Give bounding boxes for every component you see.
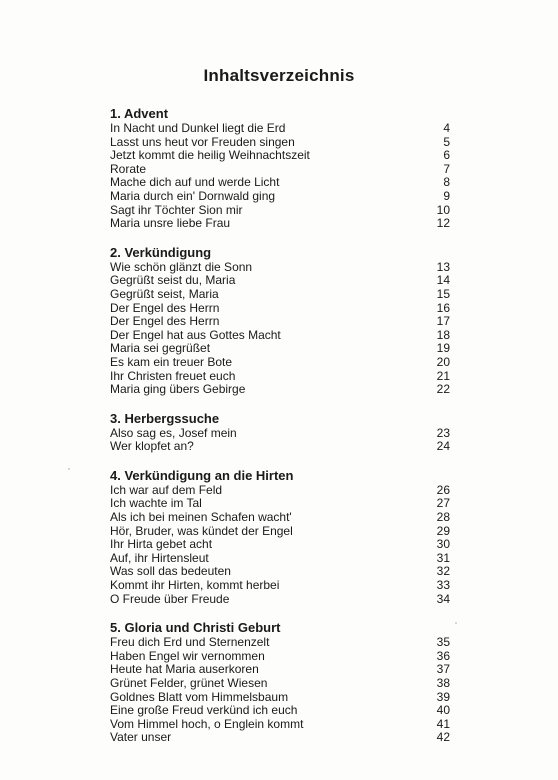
toc-entry bbox=[110, 217, 450, 231]
entry-title: O Freude über Freude bbox=[110, 591, 230, 606]
section-heading: 3. Herbergssuche bbox=[110, 410, 220, 426]
toc-entry bbox=[110, 302, 450, 316]
entry-title: Der Engel des Herrn bbox=[110, 300, 220, 315]
entry-title: Auf, ihr Hirtensleut bbox=[110, 550, 209, 565]
entry-page-number: 42 bbox=[436, 730, 450, 745]
toc-entry bbox=[110, 663, 450, 677]
entry-page-number: 18 bbox=[436, 327, 450, 342]
table-of-contents bbox=[110, 106, 450, 759]
entry-page-number: 9 bbox=[443, 188, 450, 203]
section-heading: 4. Verkündigung an die Hirten bbox=[110, 467, 294, 483]
toc-entry bbox=[110, 552, 450, 566]
toc-entry bbox=[110, 274, 450, 288]
entry-page-number: 24 bbox=[436, 439, 450, 454]
entry-page-number: 40 bbox=[436, 703, 450, 718]
entry-page-number: 13 bbox=[436, 259, 450, 274]
scan-speck bbox=[68, 468, 70, 470]
entry-page-number: 16 bbox=[436, 300, 450, 315]
entry-page-number: 19 bbox=[436, 341, 450, 356]
toc-entry bbox=[110, 497, 450, 511]
entry-title: Wer klopfet an? bbox=[110, 439, 194, 454]
entry-title: Wie schön glänzt die Sonn bbox=[110, 259, 253, 274]
toc-entry bbox=[110, 731, 450, 745]
toc-entry bbox=[110, 315, 450, 329]
entry-title: Grünet Felder, grünet Wiesen bbox=[110, 676, 268, 690]
entry-title: Maria sei gegrüßet bbox=[110, 341, 211, 356]
entry-title: Mache dich auf und werde Licht bbox=[110, 175, 280, 190]
page-title: Inhaltsverzeichnis bbox=[203, 66, 355, 85]
entry-title: Haben Engel wir vernommen bbox=[110, 648, 265, 663]
entry-title: Rorate bbox=[110, 161, 147, 176]
toc-section bbox=[110, 620, 450, 745]
toc-entry bbox=[110, 650, 450, 664]
entry-page-number: 15 bbox=[436, 286, 450, 301]
entry-title: Hör, Bruder, was kündet der Engel bbox=[110, 523, 293, 538]
toc-entry bbox=[110, 204, 450, 218]
entry-page-number: 12 bbox=[436, 216, 450, 231]
entry-title: Eine große Freud verkünd ich euch bbox=[110, 703, 298, 718]
toc-entry bbox=[110, 538, 450, 552]
toc-section bbox=[110, 245, 450, 397]
entry-page-number: 37 bbox=[436, 662, 450, 677]
toc-section bbox=[110, 106, 450, 231]
toc-entry bbox=[110, 356, 450, 370]
entry-title: Sagt ihr Töchter Sion mir bbox=[110, 202, 243, 217]
entry-page-number: 33 bbox=[436, 578, 450, 593]
entry-page-number: 10 bbox=[436, 202, 450, 217]
entry-page-number: 38 bbox=[436, 676, 450, 690]
entry-page-number: 34 bbox=[436, 591, 450, 606]
toc-entry bbox=[110, 288, 450, 302]
section-heading: 2. Verkündigung bbox=[110, 244, 212, 260]
toc-entry bbox=[110, 677, 450, 691]
toc-entry bbox=[110, 636, 450, 650]
toc-entry bbox=[110, 176, 450, 190]
entry-title: Jetzt kommt die heilig Weihnachtszeit bbox=[110, 148, 310, 163]
toc-entry bbox=[110, 370, 450, 384]
entry-page-number: 5 bbox=[443, 134, 450, 149]
entry-title: Goldnes Blatt vom Himmelsbaum bbox=[110, 689, 289, 704]
toc-entry bbox=[110, 579, 450, 593]
toc-entry bbox=[110, 163, 450, 177]
entry-page-number: 23 bbox=[436, 425, 450, 440]
entry-title: Lasst uns heut vor Freuden singen bbox=[110, 134, 295, 149]
scan-speck bbox=[455, 622, 457, 624]
toc-entry bbox=[110, 718, 450, 732]
toc-entry bbox=[110, 329, 450, 343]
entry-page-number: 35 bbox=[436, 635, 450, 650]
entry-title: Ihr Christen freuet euch bbox=[110, 368, 236, 383]
entry-page-number: 28 bbox=[436, 510, 450, 525]
entry-title: Ihr Hirta gebet acht bbox=[110, 537, 213, 552]
entry-page-number: 36 bbox=[436, 648, 450, 663]
entry-title: Maria unsre liebe Frau bbox=[110, 216, 231, 231]
entry-page-number: 17 bbox=[436, 314, 450, 329]
entry-title: Vom Himmel hoch, o Englein kommt bbox=[110, 716, 304, 731]
entry-title: Maria ging übers Gebirge bbox=[110, 382, 246, 397]
entry-page-number: 41 bbox=[436, 716, 450, 731]
entry-title: In Nacht und Dunkel liegt die Erd bbox=[110, 121, 286, 135]
entry-title: Der Engel hat aus Gottes Macht bbox=[110, 327, 281, 342]
entry-title: Gegrüßt seist, Maria bbox=[110, 286, 219, 301]
entry-page-number: 30 bbox=[436, 537, 450, 552]
toc-entry bbox=[110, 704, 450, 718]
entry-page-number: 14 bbox=[436, 273, 450, 288]
entry-page-number: 4 bbox=[443, 121, 450, 135]
toc-entry bbox=[110, 149, 450, 163]
entry-title: Freu dich Erd und Sternenzelt bbox=[110, 635, 270, 650]
section-heading: 5. Gloria und Christi Geburt bbox=[110, 620, 281, 636]
entry-title: Heute hat Maria auserkoren bbox=[110, 662, 259, 677]
toc-entry bbox=[110, 136, 450, 150]
toc-entry bbox=[110, 122, 450, 136]
toc-section bbox=[110, 468, 450, 606]
toc-entry bbox=[110, 525, 450, 539]
entry-page-number: 29 bbox=[436, 523, 450, 538]
toc-entry bbox=[110, 342, 450, 356]
entry-title: Vater unser bbox=[110, 730, 172, 745]
toc-entry bbox=[110, 511, 450, 525]
entry-title: Der Engel des Herrn bbox=[110, 314, 220, 329]
toc-entry bbox=[110, 190, 450, 204]
toc-entry bbox=[110, 383, 450, 397]
entry-page-number: 6 bbox=[443, 148, 450, 163]
entry-page-number: 32 bbox=[436, 564, 450, 579]
entry-title: Es kam ein treuer Bote bbox=[110, 354, 233, 369]
entry-page-number: 27 bbox=[436, 496, 450, 511]
entry-page-number: 31 bbox=[436, 550, 450, 565]
entry-page-number: 8 bbox=[443, 175, 450, 190]
toc-section bbox=[110, 411, 450, 454]
entry-page-number: 26 bbox=[436, 482, 450, 497]
entry-title: Ich war auf dem Feld bbox=[110, 482, 223, 497]
toc-entry bbox=[110, 440, 450, 454]
entry-page-number: 39 bbox=[436, 689, 450, 704]
toc-entry bbox=[110, 427, 450, 441]
entry-title: Als ich bei meinen Schafen wacht' bbox=[110, 510, 292, 525]
entry-title: Gegrüßt seist du, Maria bbox=[110, 273, 236, 288]
section-heading: 1. Advent bbox=[110, 106, 169, 121]
toc-entry bbox=[110, 261, 450, 275]
entry-page-number: 22 bbox=[436, 382, 450, 397]
entry-title: Ich wachte im Tal bbox=[110, 496, 202, 511]
entry-title: Was soll das bedeuten bbox=[110, 564, 231, 579]
entry-page-number: 20 bbox=[436, 354, 450, 369]
toc-entry bbox=[110, 691, 450, 705]
entry-page-number: 7 bbox=[443, 161, 450, 176]
entry-page-number: 21 bbox=[436, 368, 450, 383]
entry-title: Maria durch ein' Dornwald ging bbox=[110, 188, 276, 203]
toc-entry bbox=[110, 484, 450, 498]
entry-title: Also sag es, Josef mein bbox=[110, 425, 237, 440]
toc-entry bbox=[110, 565, 450, 579]
toc-entry bbox=[110, 593, 450, 607]
entry-title: Kommt ihr Hirten, kommt herbei bbox=[110, 578, 280, 593]
